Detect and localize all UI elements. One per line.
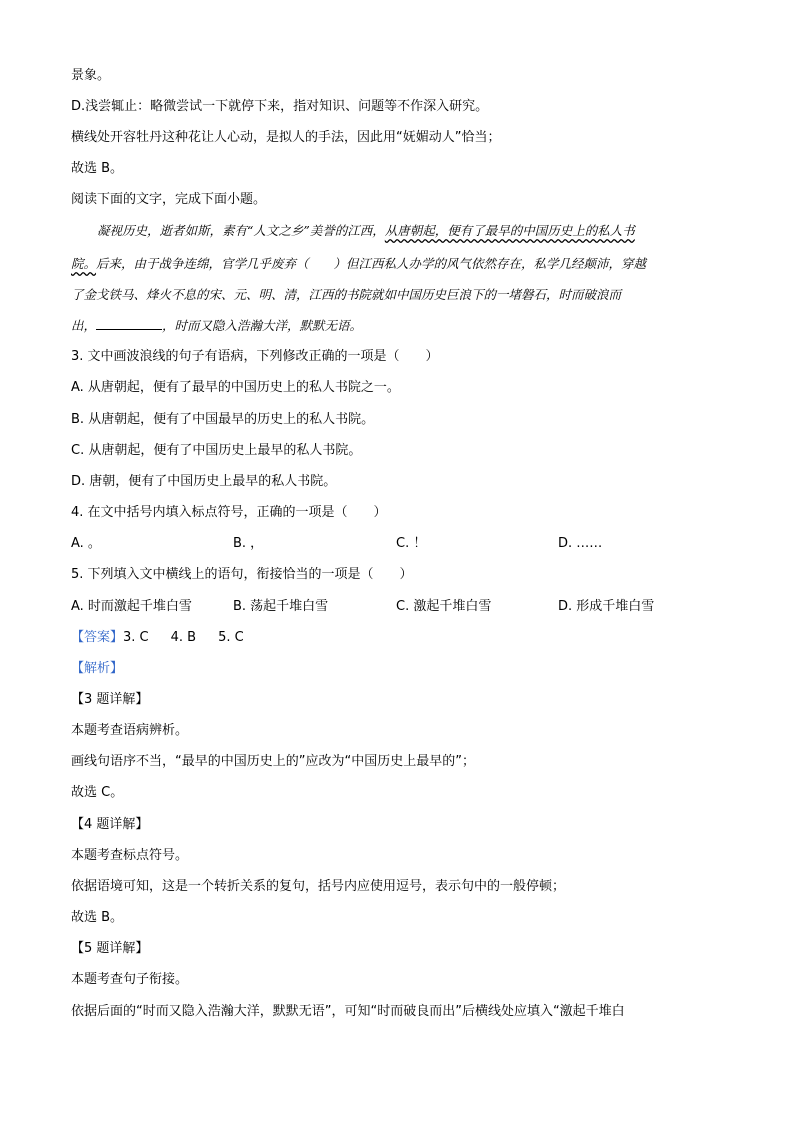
q5-detail-heading: 【5 题详解】	[71, 941, 149, 956]
question-3-option-b: B. 从唐朝起，便有了中国最早的历史上的私人书院。	[71, 412, 375, 427]
question-4-option-c: C. ！	[396, 536, 427, 551]
fill-in-blank	[96, 317, 162, 330]
question-5-option-c: C. 激起千堆白雪	[396, 599, 492, 614]
question-3-option-d: D. 唐朝，便有了中国历史上最早的私人书院。	[71, 474, 337, 489]
question-4-option-b: B. ，	[233, 536, 264, 551]
reading-passage	[71, 221, 721, 341]
wavy-underlined-sentence: 从唐朝起，便有了最早的中国历史上的私人书	[384, 223, 635, 238]
passage-line-3: 了金戈铁马、烽火不息的宋、元、明、清，江西的书院就如中国历史巨浪下的一堵磐石，时而破浪而	[71, 287, 622, 302]
text-line: 景象。	[71, 68, 111, 83]
answer-tag: 【答案】	[71, 630, 124, 645]
text-line: 本题考查语病辨析。	[71, 723, 189, 738]
q4-detail-heading: 【4 题详解】	[71, 817, 149, 832]
text-line: 依据后面的“时而又隐入浩瀚大洋，默默无语”，可知“时而破良而出”后横线处应填入“激起千堆白	[71, 1004, 625, 1019]
question-4-stem: 4. 在文中括号内填入标点符号，正确的一项是（ ）	[71, 505, 387, 520]
text-line: 故选 B。	[71, 161, 124, 176]
question-3-option-a: A. 从唐朝起，便有了最早的中国历史上的私人书院之一。	[71, 380, 400, 395]
text-line: 故选 C。	[71, 785, 124, 800]
reading-instruction: 阅读下面的文字，完成下面小题。	[71, 192, 267, 207]
passage-line-4: 出， ，时而又隐入浩瀚大洋，默默无语。	[71, 318, 363, 333]
q3-detail-heading: 【3 题详解】	[71, 692, 149, 707]
passage-line-1: 凝视历史，逝者如斯，素有“人文之乡”美誉的江西，从唐朝起，便有了最早的中国历史上的私人书	[97, 223, 635, 238]
question-5-stem: 5. 下列填入文中横线上的语句，衔接恰当的一项是（ ）	[71, 567, 413, 582]
analysis-tag: 【解析】	[71, 661, 124, 676]
question-5-option-b: B. 荡起千堆白雪	[233, 599, 329, 614]
text-line: 本题考查句子衔接。	[71, 972, 189, 987]
wavy-underlined-sentence-end: 院。	[71, 256, 97, 271]
text-line: D.浅尝辄止：略微尝试一下就停下来，指对知识、问题等不作深入研究。	[71, 99, 489, 114]
passage-line-2: 院。后来，由于战争连绵，官学几乎废弃（ ）但江西私人办学的风气依然存在，私学几经颠沛，穿越	[71, 256, 647, 271]
answer-line: 【答案】3. C 4. B 5. C	[71, 630, 244, 645]
text-line: 横线处开容牡丹这种花让人心动，是拟人的手法，因此用“妩媚动人”恰当；	[71, 130, 501, 145]
text-line: 依据语境可知，这是一个转折关系的复句，括号内应使用逗号，表示句中的一般停顿；	[71, 879, 566, 894]
text-line: 故选 B。	[71, 910, 124, 925]
question-4-option-a: A. 。	[71, 536, 101, 551]
question-3-option-c: C. 从唐朝起，便有了中国历史上最早的私人书院。	[71, 443, 362, 458]
text-line: 画线句语序不当，“最早的中国历史上的”应改为“中国历史上最早的”；	[71, 754, 475, 769]
question-4-option-d: D. ……	[558, 536, 603, 551]
question-5-option-d: D. 形成千堆白雪	[558, 599, 655, 614]
question-5-option-a: A. 时而激起千堆白雪	[71, 599, 192, 614]
text-line: 本题考查标点符号。	[71, 848, 189, 863]
question-3-stem: 3. 文中画波浪线的句子有语病，下列修改正确的一项是（ ）	[71, 349, 439, 364]
